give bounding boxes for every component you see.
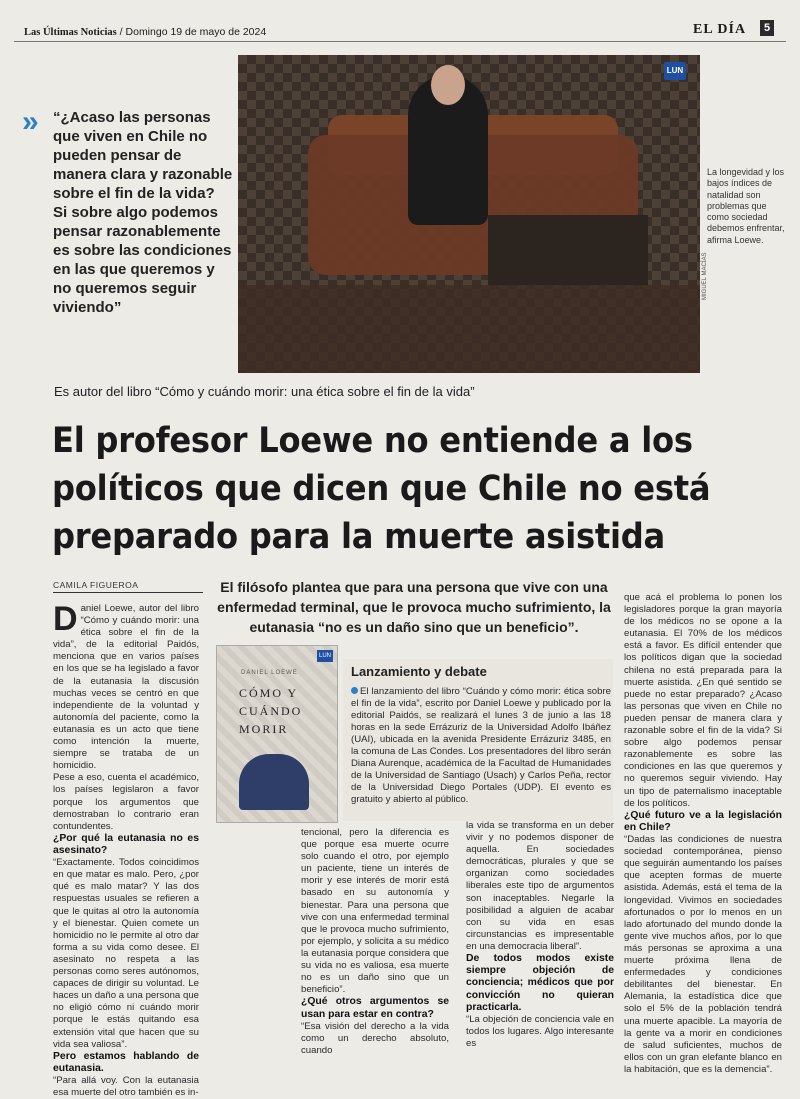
paragraph: “La objeción de conciencia vale en todos los lugares. Algo interesante es	[466, 1014, 614, 1050]
event-box-text: El lanzamiento del libro “Cuándo y cómo morir: ética sobre el fin de la vida”, escrito por Daniel Loewe y publicado por la editorial Paidós, se realizará el lunes 3 de junio a las 18 horas en la sede Errázuriz de la Universidad Adolfo Ibáñez (UAI), ubicada en la avenida Presidente Errázuriz 3485, en la comuna de Las Condes. Los presentadores del libro serán Diana Aurenque, académica de la Facultad de Humanidades de la Universidad de Santiago (Usach) y Carlos Peña, rector de la Universidad Diego Portales (UDP). El evento es gratuito y abierto al público.	[351, 686, 611, 805]
article-column-2	[301, 827, 449, 1057]
interview-question: De todos modos existe siempre objeción de conciencia; médicos que por convicción no quieran practicarla.	[466, 953, 614, 1013]
lead-paragraph: El filósofo plantea que para una persona que vive con una enfermedad terminal, que le provoca mucho sufrimiento, la eutanasia “no es un daño sino que un beneficio”.	[217, 579, 611, 635]
byline-rule	[53, 592, 203, 593]
kicker: Es autor del libro “Cómo y cuándo morir: una ética sobre el fin de la vida”	[54, 384, 475, 399]
interview-question: ¿Por qué la eutanasia no es asesinato?	[53, 832, 199, 856]
article-column-1	[53, 600, 199, 1099]
book-cover-figure	[239, 754, 309, 810]
photo-floor	[238, 285, 700, 373]
interview-question: Pero estamos hablando de eutanasia.	[53, 1050, 199, 1074]
bullet-icon	[351, 687, 358, 694]
paragraph: la vida se transforma en un deber vivir y no podemos disponer de aquella. En sociedades democráticas, plurales y que se organizan como sociedades liberales este tipo de argumentos son inaceptables. Negarle la posibilidad a alguien de acabar con su vida en esas circunstancias es impresentable en una democracia liberal”.	[466, 820, 614, 952]
paragraph: que acá el problema lo ponen los legisladores porque la gran mayoría de los médicos no se opone a la eutanasia. El 70% de los médicos está a favor. Es difícil entender que los políticos digan que la sociedad chilena no está preparada para la muerte asistida. ¿En qué sentido se puede no estar preparado? ¿Acaso las personas que viven en Chile no pueden pensar de manera clara y razonable sobre el fin de la vida? Si sobre algo podemos pensar razonablemente es sobre las condiciones en las que queremos y no queremos seguir viviendo. Hay un tipo de paternalismo inaceptable de los políticos.	[624, 592, 782, 809]
drop-cap: D	[53, 600, 78, 638]
header-divider	[14, 41, 786, 42]
byline: CAMILA FIGUEROA	[53, 580, 139, 590]
book-author: DANIEL LOEWE	[241, 670, 298, 676]
photo-table	[488, 215, 648, 285]
book-cover	[216, 645, 338, 823]
interview-question: ¿Qué otros argumentos se usan para estar en contra?	[301, 996, 449, 1020]
section-name: EL DÍA	[693, 22, 747, 37]
article-photo	[238, 55, 700, 373]
page-number: 5	[760, 20, 774, 36]
article-column-4	[624, 592, 782, 1076]
interview-question: ¿Qué futuro ve a la legislación en Chile?	[624, 809, 782, 833]
publication-date: Domingo 19 de mayo de 2024	[125, 26, 267, 38]
quote-chevron-icon: »	[22, 105, 39, 138]
pull-quote: “¿Acaso las personas que viven en Chile no pueden pensar de manera clara y razonable sobre el fin de la vida? Si sobre algo podemos pensar razonablemente es sobre las condiciones en las que queremos y no queremos seguir viviendo”	[53, 109, 233, 316]
article-column-3	[466, 820, 614, 1050]
paragraph: “Para allá voy. Con la eutanasia esa muerte del otro también es in-	[53, 1075, 199, 1099]
lun-badge: LUN	[664, 62, 686, 80]
photo-credit: MIGUEL MACÍAS	[702, 252, 708, 300]
paragraph: “Esa visión del derecho a la vida como un derecho absoluto, cuando	[301, 1020, 449, 1056]
book-title: CÓMO Y CUÁNDO MORIR	[239, 686, 303, 736]
photo-caption: La longevidad y los bajos índices de natalidad son problemas que como sociedad debemos enfrentar, afirma Loewe.	[707, 167, 785, 245]
paragraph: “Exactamente. Todos coincidimos en que matar es malo. Pero, ¿por qué es malo matar? Y las dos respuestas usuales se refieren a que le quitas al otro la autonomía y el bienestar. Quien comete un homicidio no le permite al otro dar forma a su vida como desee. El asesinato no respeta a las personas como seres autónomos, capaces de dirigir su voluntad. Le haces un daño a una persona que no eligió cómo ni cuándo morir porque le estás quitando esa extensión vital que hacen que su vida sea valiosa”.	[53, 857, 199, 1050]
paragraph: aniel Loewe, autor del libro “Cómo y cuándo morir: una ética sobre el fin de la vida”, de la editorial Paidós, menciona que en varios países en los que se ha legislado a favor de la eutanasia la discusión muchas veces se centró en que independiente de la voluntad y autonomía del paciente, como la eutanasia es un acto que tiene como intención la muerte, siempre se trataba de un homicidio.	[53, 603, 199, 772]
paragraph: tencional, pero la diferencia es que porque esa muerte ocurre solo cuando el otro, por ejemplo un paciente, tiene un interés de morir y ese interés de morir está basado en su autonomía y bienestar. Para una persona que vive con una enfermedad terminal que le provoca mucho sufrimiento, por ejemplo, y solicita a su médico la eutanasia porque considera que su vida no es valiosa, esa muerte no es un daño sino que un beneficio”.	[301, 827, 449, 996]
paragraph: “Dadas las condiciones de nuestra sociedad contemporánea, pienso que seguirán aumentando los países que acepten formas de muerte asistida. Además, está el tema de la longevidad. Vivimos en sociedades afortunados o por lo menos en un lado afortunado del mundo donde la gente vive muchos años, por lo que más personas se aproxima a una muerte próxima llena de enfermedades y condiciones debilitantes del bienestar. En Alemania, la estadística dice que solo el 5% de la población tendrá una muerte apacible. La mayoría de la gente va a morir en condiciones de salud suficientes, muchos de ellos con un gran elefante blanco en la habitación, que es la demencia”.	[624, 834, 782, 1075]
photo-person-head	[431, 65, 465, 105]
paragraph: Pese a eso, cuenta el académico, los países legislaron a favor porque los argumentos que demostraban lo contrario eran contundentes.	[53, 772, 199, 832]
event-box-title: Lanzamiento y debate	[351, 664, 487, 679]
publication-name: Las Últimas Noticias	[24, 27, 117, 38]
headline: El profesor Loewe no entiende a los políticos que dicen que Chile no está preparado para la muerte asistida	[52, 421, 711, 557]
book-lun-badge: LUN	[317, 650, 333, 662]
page-header-left: Las Últimas Noticias / Domingo 19 de mayo de 2024	[24, 26, 267, 38]
